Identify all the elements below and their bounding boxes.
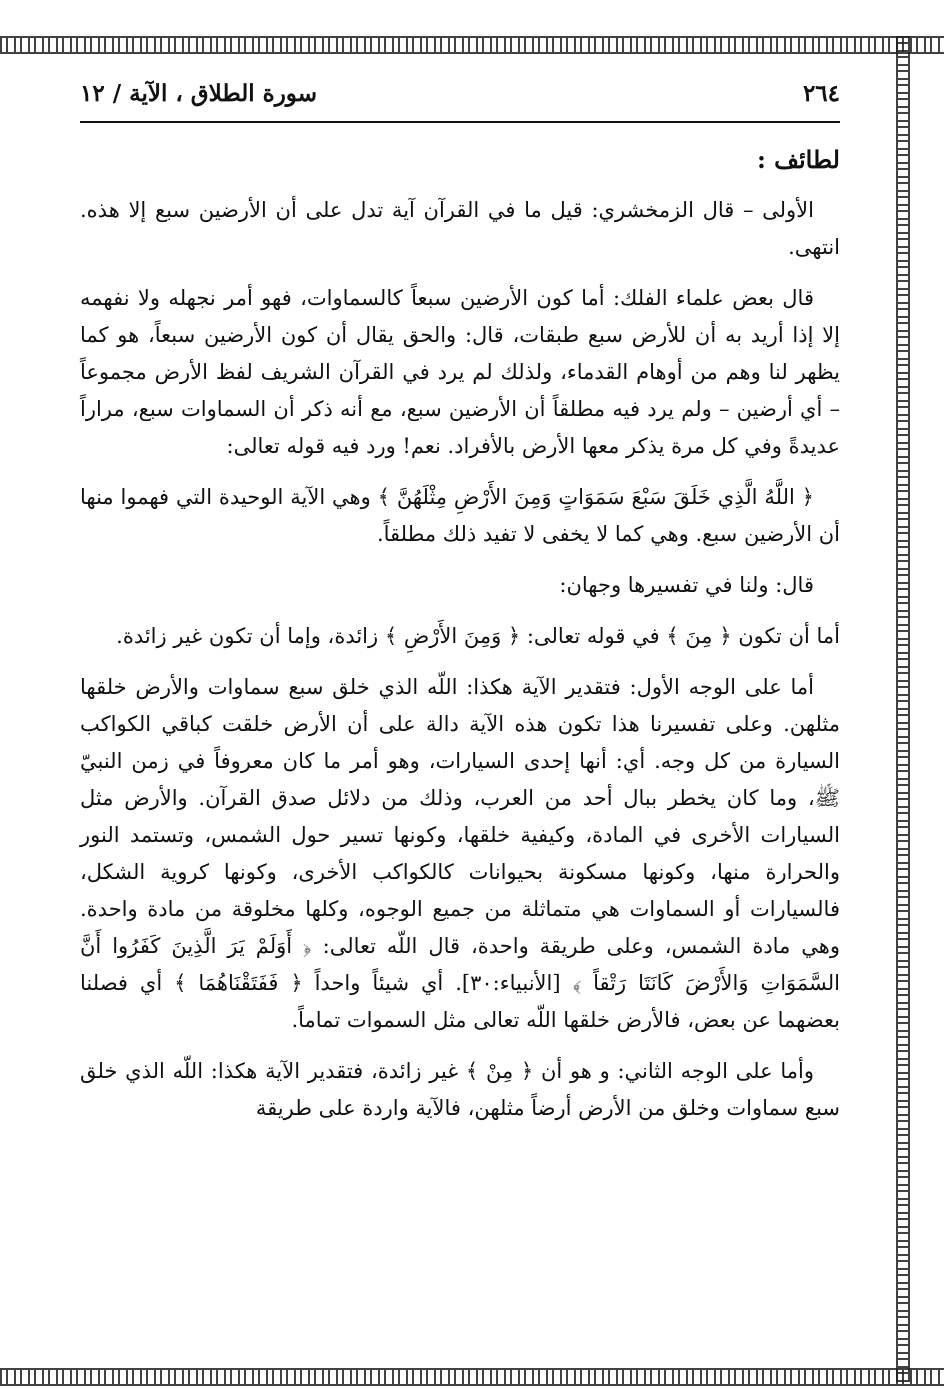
ornamental-border-bottom	[0, 1368, 944, 1386]
paragraph-6: أما على الوجه الأول: فتقدير الآية هكذا: اللّه الذي خلق سبع سماوات والأرض خلقها مثلهن. وعلى تفسيرنا هذا تكون هذه الآية دالة على أن الأرض خلقت كباقي الكواكب السيارة من كل وجه. أي: أنها إحدى السيارات، وهو أمر ما كان معروفاً في زمن النبيّ ﷺ، وما كان يخطر ببال أحد من العرب، وذلك من دلائل صدق القرآن. والأرض مثل السيارات الأخرى في المادة، وكيفية خلقها، وكونها تسير حول الشمس، وتستمد النور والحرارة منها، وكونها مسكونة بحيوانات كالكواكب الأخرى، وكونها كروية الشكل، فالسيارات أو السماوات هي متماثلة من جميع الوجوه، وكلها مخلوقة من مادة واحدة. وهي مادة الشمس، وعلى طريقة واحدة، قال اللّه تعالى: ﴿ أَوَلَمْ يَرَ الَّذِينَ كَفَرُوا أَنَّ السَّمَوَاتِ وَالأَرْضَ كَانَتَا رَتْقاً ﴾ [الأنبياء:٣٠]. أي شيئاً واحداً ﴿ فَفَتَقْنَاهُمَا ﴾ أي فصلنا بعضهما عن بعض، فالأرض خلقها اللّه تعالى مثل السموات تماماً.	[80, 675, 841, 1032]
paragraph-7: وأما على الوجه الثاني: و هو أن ﴿ مِنْ ﴾ غير زائدة، فتقدير الآية هكذا: اللّه الذي خلق سبع سماوات وخلق من الأرض أرضاً مثلهن، فالآية واردة على طريقة	[80, 1059, 840, 1120]
section-title: لطائف :	[756, 145, 840, 174]
page-content	[80, 80, 840, 1141]
surah-reference: سورة الطلاق ، الآية / ١٢	[80, 80, 317, 107]
running-head	[80, 80, 840, 123]
paragraph-4: قال: ولنا في تفسيرها وجهان:	[559, 573, 814, 597]
paragraph-2: قال بعض علماء الفلك: أما كون الأرضين سبعاً كالسماوات، فهو أمر نجهله ولا نفهمه إلا إذا أريد به أن للأرض سبع طبقات، قال: والحق يقال أن كون الأرضين سبعاً، هو كما يظهر لنا وهم من أوهام القدماء، ولذلك لم يرد في القرآن الشريف لفظ الأرض مجموعاً – أي أرضين – ولم يرد فيه مطلقاً أن الأرضين سبع، مع أنه ذكر أن السماوات سبع، مراراً عديدةً وفي كل مرة يذكر معها الأرض بالأفراد. نعم! ورد فيه قوله تعالى:	[80, 286, 840, 458]
ornamental-border-right	[896, 36, 910, 1382]
paragraph-5: أما أن تكون ﴿ مِنَ ﴾ في قوله تعالى: ﴿ وَمِنَ الأَرْضِ ﴾ زائدة، وإما أن تكون غير زائدة.	[116, 624, 840, 648]
paragraph-3: ﴿ اللَّهُ الَّذِي خَلَقَ سَبْعَ سَمَوَاتٍ وَمِنَ الأَرْضِ مِثْلَهُنَّ ﴾ وهي الآية الوحيدة التي فهموا منها أن الأرضين سبع. وهي كما لا يخفى لا تفيد ذلك مطلقاً.	[80, 485, 840, 546]
page-number: ٢٦٤	[802, 80, 840, 107]
paragraph-1: الأولى – قال الزمخشري: قيل ما في القرآن آية تدل على أن الأرضين سبع إلا هذه. انتهى.	[80, 198, 840, 259]
ornamental-border-top	[0, 36, 944, 54]
